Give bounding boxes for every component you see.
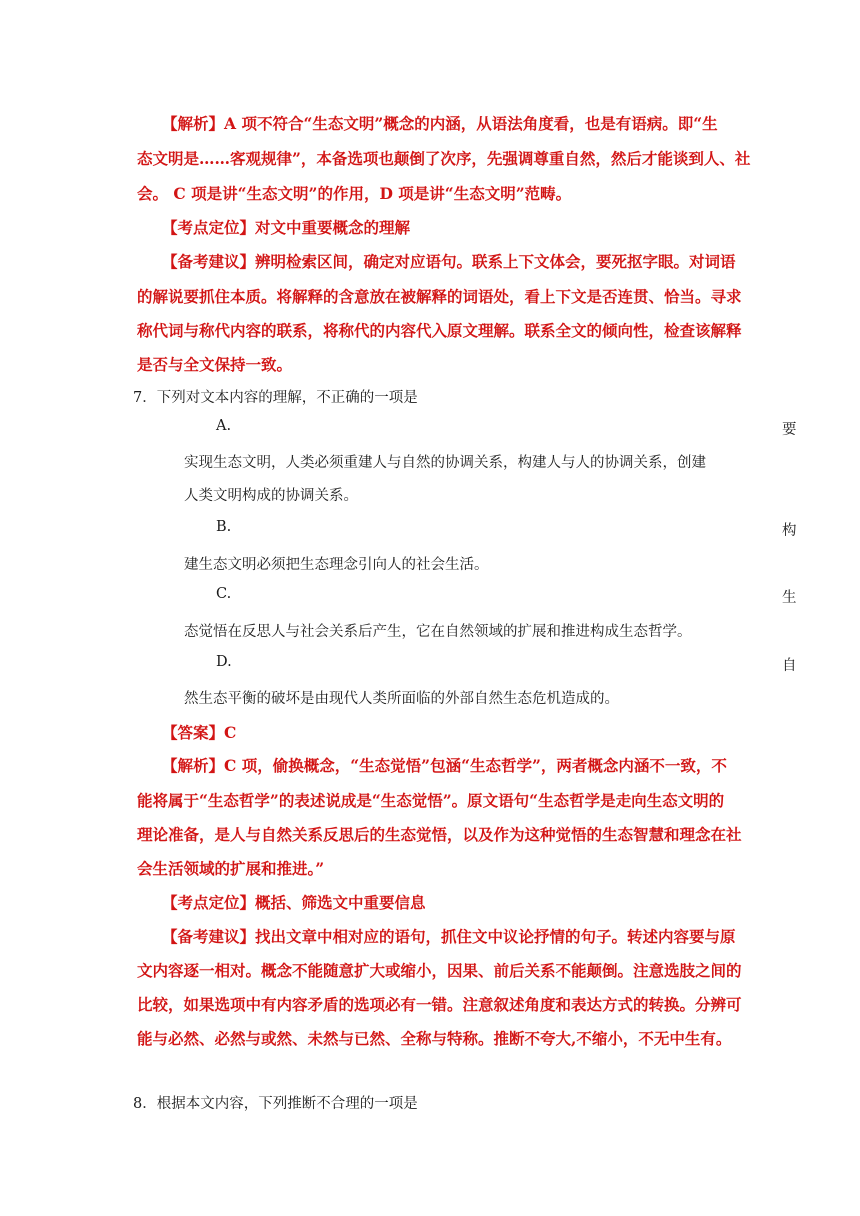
q6-advice-line-3: 称代词与称代内容的联系，将称代的内容代入原文理解。联系全文的倾向性，检查该解释 [137,321,742,340]
q6-advice-line-1: 【备考建议】辨明检索区间，确定对应语句。联系上下文体会，要死抠字眼。对词语 [162,252,736,271]
q7-point-line: 【考点定位】概括、筛选文中重要信息 [162,893,426,912]
q7-advice-line-3: 比较，如果选项中有内容矛盾的选项必有一错。注意叙述角度和表达方式的转换。分辨可 [137,995,742,1014]
q7-advice-line-2: 文内容逐一相对。概念不能随意扩大或缩小，因果、前后关系不能颠倒。注意选肢之间的 [137,961,742,980]
q6-point-line: 【考点定位】对文中重要概念的理解 [162,218,411,237]
option-a-text-2: 人类文明构成的协调关系。 [184,488,358,504]
q7-answer-line: 【答案】C [162,723,237,742]
q7-stem: 7．下列对文本内容的理解，不正确的一项是 [133,390,418,406]
q6-analysis-line-2: 态文明是……客观规律”，本备选项也颠倒了次序，先强调尊重自然，然后才能谈到人、社 [137,149,751,168]
option-b-letter: B. [216,519,232,535]
option-a-letter: A. [216,418,232,434]
option-d-text: 然生态平衡的破坏是由现代人类所面临的外部自然生态危机造成的。 [184,691,619,707]
q6-advice-line-4: 是否与全文保持一致。 [137,355,293,374]
q8-stem: 8．根据本文内容，下列推断不合理的一项是 [133,1096,418,1112]
q6-advice-line-2: 的解说要抓住本质。将解释的含意放在被解释的词语处，看上下文是否连贯、恰当。寻求 [137,287,742,306]
q6-analysis-line-1: 【解析】A 项不符合“生态文明”概念的内涵，从语法角度看，也是有语病。即“生 [162,114,718,133]
q7-analysis-line-1: 【解析】C 项，偷换概念，“生态觉悟”包涵“生态哲学”，两者概念内涵不一致，不 [162,756,727,775]
option-c-text: 态觉悟在反思人与社会关系后产生，它在自然领域的扩展和推进构成生态哲学。 [184,624,692,640]
q7-analysis-line-2: 能将属于“生态哲学”的表述说成是“生态觉悟”。原文语句“生态哲学是走向生态文明的 [137,791,725,810]
option-a-first-char: 要 [782,422,797,438]
option-d-letter: D. [216,654,232,670]
q7-advice-line-4: 能与必然、必然与或然、未然与已然、全称与特称。推断不夸大,不缩小，不无中生有。 [137,1029,732,1048]
q7-analysis-line-4: 会生活领域的扩展和推进。” [137,859,325,878]
q7-analysis-line-3: 理论准备，是人与自然关系反思后的生态觉悟，以及作为这种觉悟的生态智慧和理念在社 [137,825,742,844]
option-a-text-1: 实现生态文明，人类必须重建人与自然的协调关系，构建人与人的协调关系，创建 [184,455,706,471]
option-c-letter: C. [216,586,232,602]
q6-analysis-line-3: 会。 C 项是讲“生态文明”的作用，D 项是讲“生态文明”范畴。 [137,184,572,203]
option-b-first-char: 构 [782,523,797,539]
option-c-first-char: 生 [782,590,797,606]
q7-advice-line-1: 【备考建议】找出文章中相对应的语句，抓住文中议论抒情的句子。转述内容要与原 [162,927,736,946]
option-d-first-char: 自 [782,658,797,674]
option-b-text: 建生态文明必须把生态理念引向人的社会生活。 [184,557,489,573]
